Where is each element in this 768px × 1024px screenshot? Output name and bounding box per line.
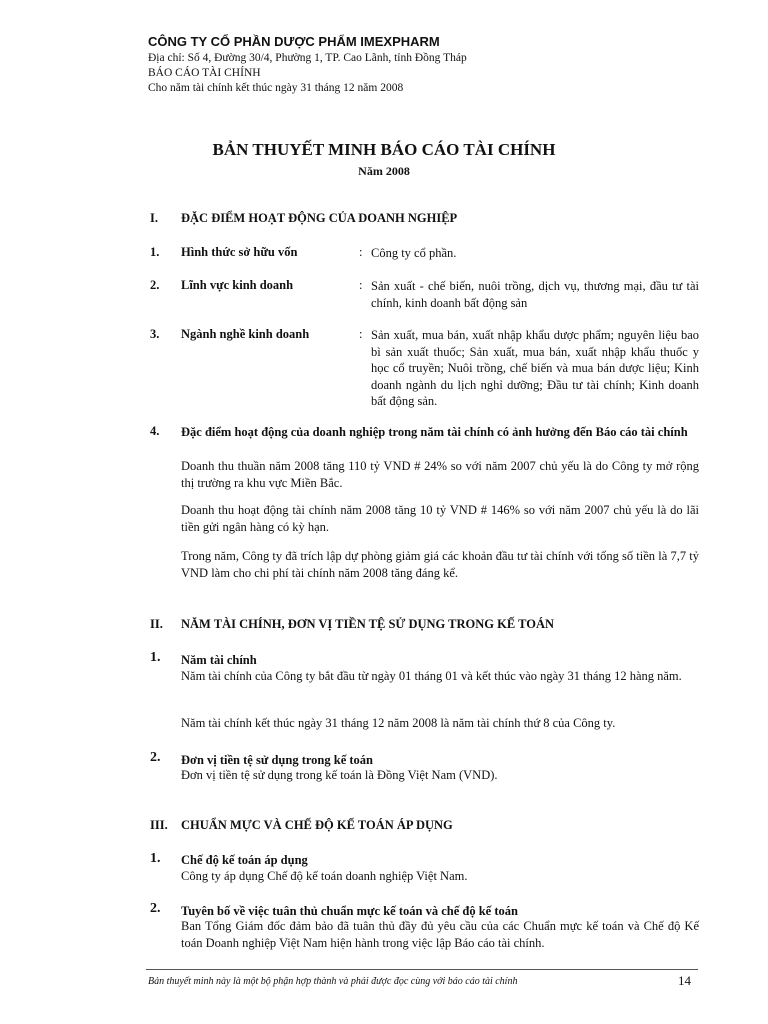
- s1-item-4-heading: Đặc điểm hoạt động của doanh nghiệp trong năm tài chính có ảnh hưởng đến Báo cáo tài chính: [181, 425, 688, 439]
- s2-item-2-text: Đơn vị tiền tệ sử dụng trong kế toán là Đồng Việt Nam (VND).: [181, 768, 498, 782]
- s3-item-2-number: 2.: [150, 901, 161, 916]
- s2-item-2-heading: Đơn vị tiền tệ sử dụng trong kế toán: [181, 753, 373, 767]
- section-1-number: I.: [150, 211, 158, 225]
- s1-item-2-number: 2.: [150, 278, 160, 292]
- s3-item-1-heading: Chế độ kế toán áp dụng: [181, 853, 308, 867]
- s1-item-1-number: 1.: [150, 245, 160, 259]
- s1-item-2-colon: :: [359, 278, 363, 292]
- page-number: 14: [678, 973, 691, 988]
- s1-item-3-number: 3.: [150, 327, 160, 341]
- s1-item-4-paragraph-1: Doanh thu thuần năm 2008 tăng 110 tỷ VND # 24% so với năm 2007 chủ yếu là do Công ty mở rộng thị trường ra khu vực Miền Bắc.: [181, 459, 699, 490]
- company-address: Địa chỉ: Số 4, Đường 30/4, Phường 1, TP. Cao Lãnh, tỉnh Đồng Tháp: [148, 52, 467, 64]
- s1-item-4-paragraph-3: Trong năm, Công ty đã trích lập dự phòng giảm giá các khoản đầu tư tài chính với tổng số tiền là 7,7 tỷ VND làm cho chi phí tài chính năm 2008 tăng đáng kể.: [181, 549, 699, 580]
- section-2-number: II.: [150, 617, 163, 631]
- s2-item-1-number: 1.: [150, 650, 161, 665]
- page-title: BẢN THUYẾT MINH BÁO CÁO TÀI CHÍNH: [212, 140, 556, 159]
- s1-item-1-value: Công ty cổ phần.: [371, 246, 457, 260]
- page-subtitle: Năm 2008: [358, 164, 410, 178]
- s1-item-4-number: 4.: [150, 424, 160, 438]
- s1-item-4-paragraph-2: Doanh thu hoạt động tài chính năm 2008 tăng 10 tỷ VND # 146% so với năm 2007 chủ yếu là do lãi tiền gửi ngân hàng có kỳ hạn.: [181, 503, 699, 534]
- s1-item-3-value: Sản xuất, mua bán, xuất nhập khẩu dược phẩm; nguyên liệu bao bì sản xuất thuốc; Sản xuất, mua bán, xuất nhập khẩu thuốc y học cổ truyền; Nuôi trồng, chế biến và mua bán dược liệu; Kinh doanh ngành du lịch nghỉ dưỡng; Đầu tư tài chính; Kinh doanh bất động sản.: [371, 328, 699, 408]
- report-name: BÁO CÁO TÀI CHÍNH: [148, 67, 261, 79]
- s3-item-2-heading: Tuyên bố về việc tuân thủ chuẩn mực kế toán và chế độ kế toán: [181, 904, 518, 918]
- footer-note: Bản thuyết minh này là một bộ phận hợp thành và phải được đọc cùng với báo cáo tài chính: [148, 976, 518, 987]
- section-3-number: III.: [150, 818, 168, 832]
- s1-item-2-value: Sản xuất - chế biến, nuôi trồng, dịch vụ, thương mại, đầu tư tài chính, kinh doanh bất động sản: [371, 279, 699, 310]
- section-2-title: NĂM TÀI CHÍNH, ĐƠN VỊ TIỀN TỆ SỬ DỤNG TRONG KẾ TOÁN: [181, 617, 554, 631]
- s1-item-3-colon: :: [359, 327, 363, 341]
- s2-item-1-paragraph-2: Năm tài chính kết thúc ngày 31 tháng 12 năm 2008 là năm tài chính thứ 8 của Công ty.: [181, 716, 616, 730]
- footer-divider: [146, 969, 698, 970]
- s3-item-1-text: Công ty áp dụng Chế độ kế toán doanh nghiệp Việt Nam.: [181, 869, 468, 883]
- s1-item-1-colon: :: [359, 245, 363, 259]
- s2-item-1-heading: Năm tài chính: [181, 653, 257, 667]
- s1-item-3-label: Ngành nghề kinh doanh: [181, 327, 310, 341]
- company-name: CÔNG TY CỔ PHẦN DƯỢC PHẨM IMEXPHARM: [148, 34, 440, 49]
- report-period: Cho năm tài chính kết thúc ngày 31 tháng 12 năm 2008: [148, 82, 404, 94]
- section-3-title: CHUẨN MỰC VÀ CHẾ ĐỘ KẾ TOÁN ÁP DỤNG: [181, 818, 453, 832]
- s1-item-1-label: Hình thức sở hữu vốn: [181, 245, 298, 259]
- s3-item-2-text: Ban Tổng Giám đốc đảm bảo đã tuân thủ đầy đủ yêu cầu của các Chuẩn mực kế toán và Chế độ Kế toán Doanh nghiệp Việt Nam hiện hành trong việc lập Báo cáo tài chính.: [181, 919, 699, 950]
- s3-item-1-number: 1.: [150, 851, 161, 866]
- s2-item-2-number: 2.: [150, 750, 161, 765]
- s2-item-1-paragraph-1: Năm tài chính của Công ty bắt đầu từ ngày 01 tháng 01 và kết thúc vào ngày 31 tháng 12 hàng năm.: [181, 669, 682, 683]
- section-1-title: ĐẶC ĐIỂM HOẠT ĐỘNG CỦA DOANH NGHIỆP: [181, 211, 458, 225]
- s1-item-2-label: Lĩnh vực kinh doanh: [181, 278, 294, 292]
